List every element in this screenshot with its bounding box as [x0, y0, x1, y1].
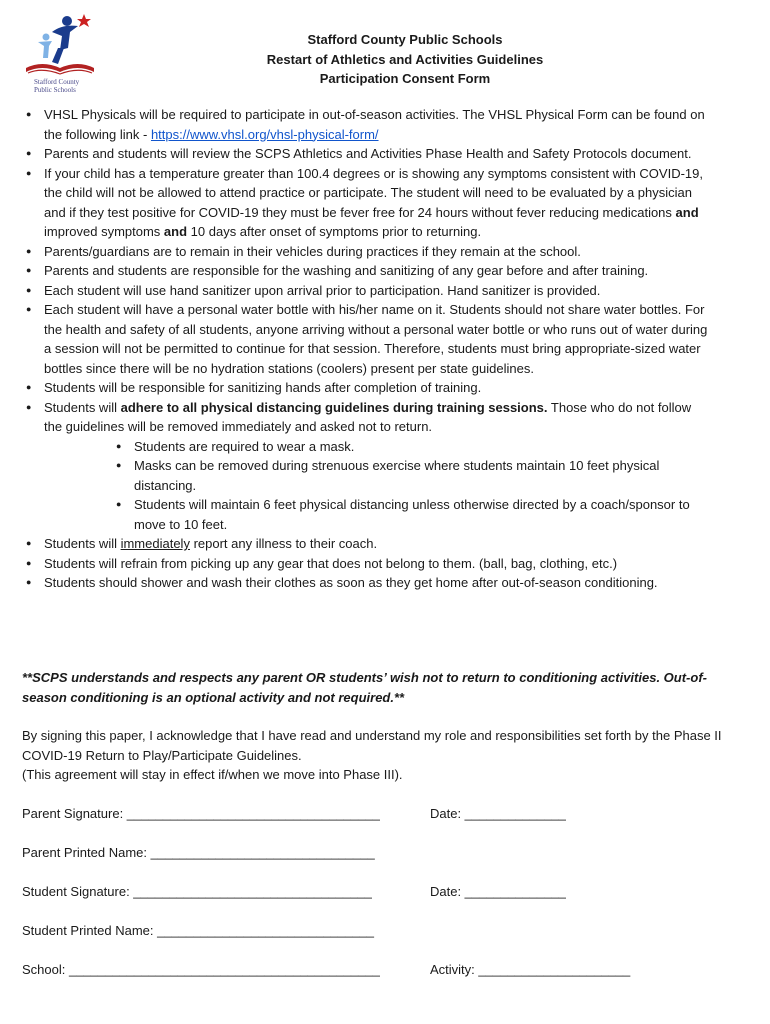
student-printed-name-field[interactable]: Student Printed Name: ______________________________ — [22, 923, 375, 938]
parent-date-field[interactable]: Date: ______________ — [430, 806, 566, 821]
list-item: ● VHSL Physicals will be required to participate in out-of-season activities. The VHSL Physical Form can be found on the following link - https://www.vhsl.org/vhsl-physical-form/ — [22, 105, 712, 144]
list-item: ● Parents/guardians are to remain in their vehicles during practices if they remain at the school. — [22, 242, 712, 262]
guidelines-list — [22, 105, 712, 593]
header-title: Restart of Athletics and Activities Guidelines — [266, 51, 544, 67]
sub-list-item: ● Masks can be removed during strenuous exercise where students maintain 10 feet physical distancing. — [112, 456, 712, 495]
student-date-field[interactable]: Date: ______________ — [430, 884, 566, 899]
header-district: Stafford County Public Schools — [307, 32, 503, 47]
list-item: ● If your child has a temperature greater than 100.4 degrees or is showing any symptoms consistent with COVID-19, the child will not be allowed to attend practice or participate. The student will need to be evaluated by a physician and if they test positive for COVID-19 they must be fever free for 24 hours without fever reducing medications and improved symptoms and 10 days after onset of symptoms prior to returning. — [22, 164, 712, 242]
optional-activity-notice: **SCPS understands and respects any parent OR students’ wish not to return to conditioning activities. Out-of-season conditioning is an optional activity and not required.** — [22, 670, 707, 705]
parent-printed-name-field[interactable]: Parent Printed Name: _______________________________ — [22, 845, 375, 860]
list-item: ● Students should shower and wash their clothes as soon as they get home after out-of-season conditioning. — [22, 573, 712, 593]
activity-field[interactable]: Activity: _____________________ — [430, 962, 631, 977]
list-item: ● Each student will have a personal water bottle with his/her name on it. Students should not share water bottles. For the health and safety of all students, anyone arriving without a personal water bottle or who runs out of water during a session will not be permitted to continue for that session. Therefore, students must bring appropriate-sized water bottles since there will be no hydration stations (coolers) present per state guidelines. — [22, 300, 712, 378]
list-item: ● Students will adhere to all physical distancing guidelines during training sessions. Those who do not follow the guidelines will be removed immediately and asked not to return. ● Students are required to wear a mask. ● Masks can be removed during strenuous exercise where students maintain 10 feet physical distancing. ● Students will maintain 6 feet physical distancing unless otherwise directed by a coach/sponsor to move to 10 feet. — [22, 398, 712, 535]
list-item: ● Each student will use hand sanitizer upon arrival prior to participation. Hand sanitizer is provided. — [22, 281, 712, 301]
agreement-duration: (This agreement will stay in effect if/when we move into Phase III). — [22, 767, 403, 782]
logo-text: Stafford County Public Schools — [34, 78, 80, 94]
list-item: ● Students will immediately report any illness to their coach. — [22, 534, 712, 554]
header-subtitle: Participation Consent Form — [319, 71, 491, 86]
student-signature-field[interactable]: Student Signature: _________________________________ — [22, 884, 372, 899]
parent-signature-field[interactable]: Parent Signature: ___________________________________ — [22, 806, 380, 821]
sub-list-item: ● Students are required to wear a mask. — [112, 437, 712, 457]
list-item: ● Parents and students will review the SCPS Athletics and Activities Phase Health and Safety Protocols document. — [22, 144, 712, 164]
list-item: ● Parents and students are responsible for the washing and sanitizing of any gear before and after training. — [22, 261, 712, 281]
distancing-sublist — [44, 437, 712, 535]
sub-list-item: ● Students will maintain 6 feet physical distancing unless otherwise directed by a coach/sponsor to move to 10 feet. — [112, 495, 712, 534]
school-field[interactable]: School: ___________________________________________ — [22, 962, 380, 977]
acknowledgement — [22, 726, 722, 785]
list-item: ● Students will refrain from picking up any gear that does not belong to them. (ball, bag, clothing, etc.) — [22, 554, 712, 574]
vhsl-physical-form-link[interactable]: https://www.vhsl.org/vhsl-physical-form/ — [150, 126, 379, 142]
acknowledgement-text: By signing this paper, I acknowledge that I have read and understand my role and responsibilities set forth by the Phase II COVID-19 Return to Play/Participate Guidelines. — [22, 728, 722, 763]
form-header — [0, 30, 770, 89]
list-item: ● Students will be responsible for sanitizing hands after completion of training. — [22, 378, 712, 398]
